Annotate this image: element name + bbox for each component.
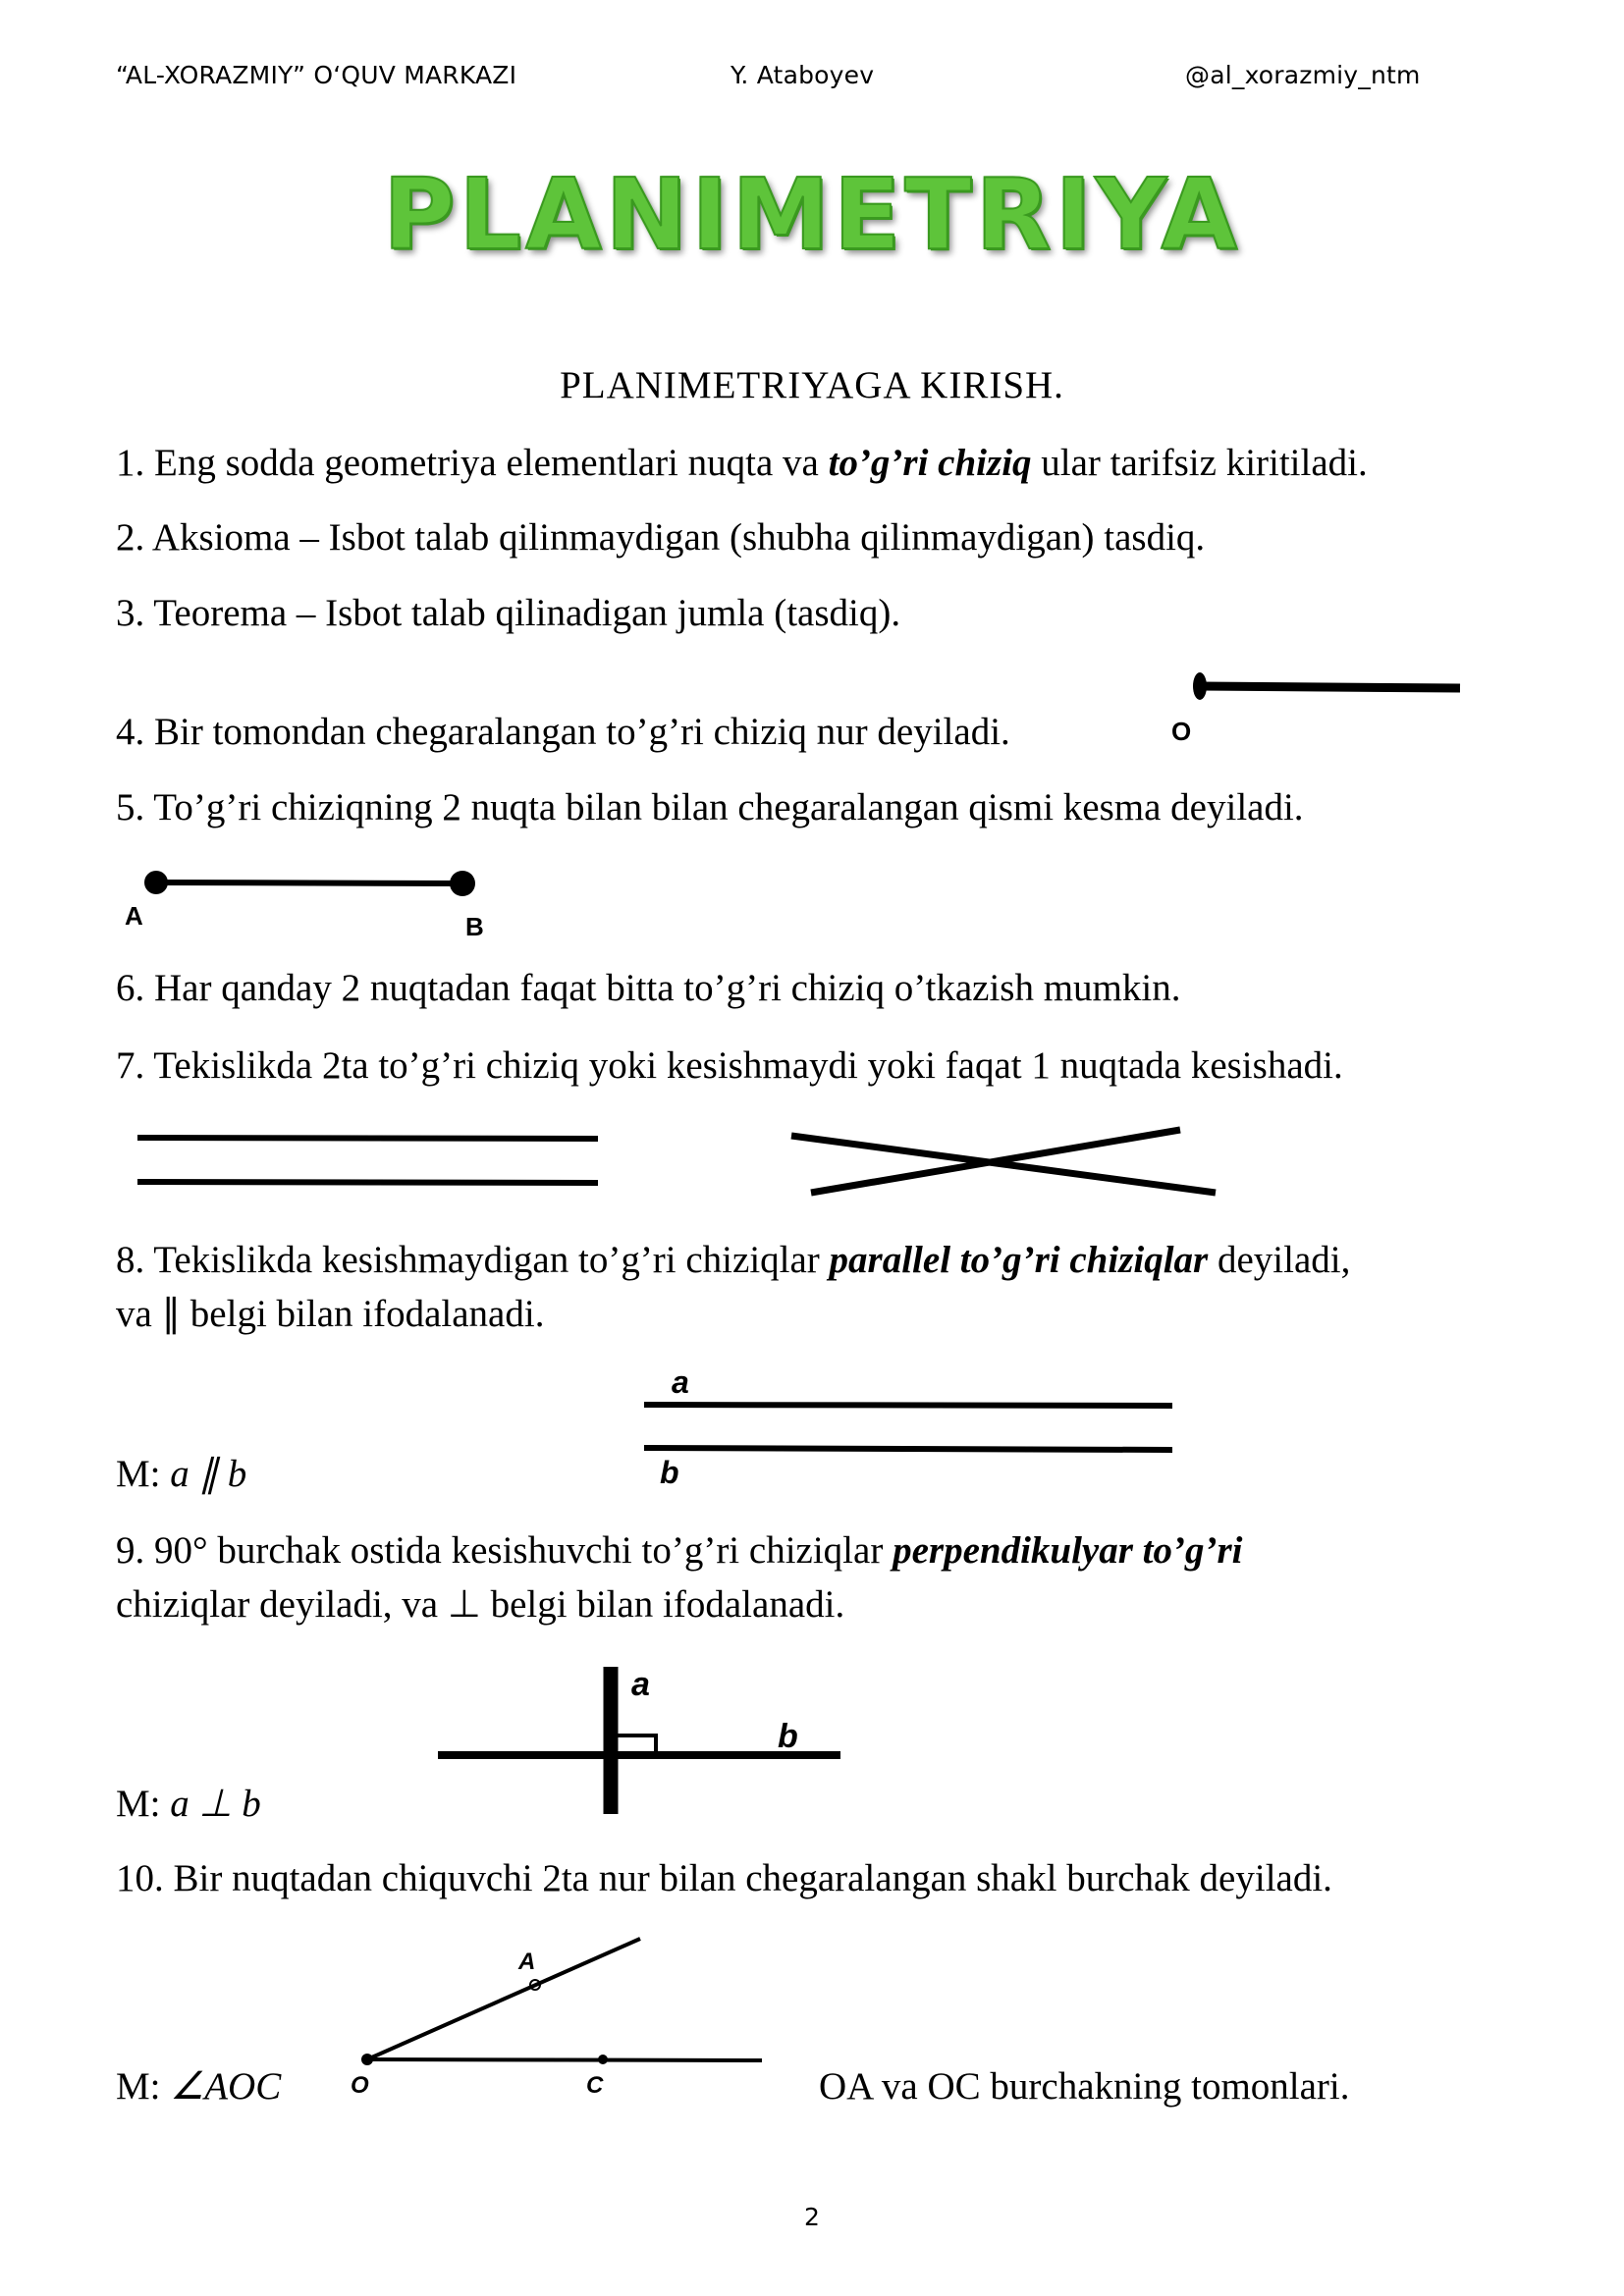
page-number: 2 (804, 2203, 820, 2231)
example-prefix: M: (116, 2065, 171, 2108)
angle-label-c: C (586, 2072, 604, 2099)
page-title: PLANIMETRIYA (383, 157, 1241, 272)
item-9-emphasis: perpendikulyar to’g’ri (893, 1529, 1243, 1572)
item-1-emphasis: to’g’ri chiziq (828, 442, 1032, 484)
segment-point-b (450, 871, 475, 896)
angle-notation: ∠AOC (170, 2065, 282, 2108)
non-intersecting-lines (137, 1138, 598, 1183)
item-8-text-end: deyiladi, (1208, 1239, 1351, 1281)
angle-label-o: O (351, 2072, 369, 2099)
parallel-label-a: a (672, 1364, 689, 1400)
item-8-emphasis: parallel to’g’ri chiziqlar (829, 1239, 1209, 1281)
item-5: 5. To’g’ri chiziqning 2 nuqta bilan bilan chegaralangan qismi kesma deyiladi. (116, 786, 1304, 828)
item-4: 4. Bir tomondan chegaralangan to’g’ri chiziq nur deyiladi. (116, 711, 1010, 753)
parallel-notation: a ∥ b (170, 1453, 247, 1495)
perpendicular-notation: a ⊥ b (170, 1783, 261, 1825)
parallel-figure (644, 1364, 1172, 1490)
angle-figure (351, 1939, 762, 2099)
ray-oa (367, 1939, 640, 2059)
line-b (644, 1448, 1172, 1450)
header-center: Y. Ataboyev (731, 61, 875, 89)
angle-sides-note: OA va OC burchakning tomonlari. (819, 2065, 1350, 2108)
point-c (598, 2055, 608, 2064)
perpendicular-figure (438, 1666, 840, 1814)
example-prefix: M: (116, 1453, 171, 1495)
perpendicular-label-a: a (631, 1666, 650, 1703)
item-9-text: 9. 90° burchak ostida kesishuvchi to’g’ri chiziqlar (116, 1529, 893, 1572)
example-prefix: M: (116, 1783, 171, 1825)
segment-figure (125, 871, 484, 941)
segment-point-a (144, 871, 168, 894)
item-6: 6. Har qanday 2 nuqtadan faqat bitta to’g’ri chiziq o’tkazish mumkin. (116, 967, 1181, 1009)
item-10: 10. Bir nuqtadan chiquvchi 2ta nur bilan chegaralangan shakl burchak deyiladi. (116, 1857, 1332, 1899)
item-8-line2: va ∥ belgi bilan ifodalanadi. (116, 1293, 545, 1335)
ray-oc (367, 2059, 762, 2060)
section-heading: PLANIMETRIYAGA KIRISH. (560, 364, 1064, 406)
line-a (644, 1405, 1172, 1406)
vertex-o (361, 2054, 373, 2065)
item-1-text-end: ular tarifsiz kiritiladi. (1031, 442, 1368, 484)
item-7: 7. Tekislikda 2ta to’g’ri chiziq yoki kesishmaydi yoki faqat 1 nuqtada kesishadi. (116, 1044, 1343, 1087)
item-9-line2: chiziqlar deyiladi, va ⊥ belgi bilan ifodalanadi. (116, 1583, 845, 1626)
item-8-text: 8. Tekislikda kesishmaydigan to’g’ri chiziqlar (116, 1239, 830, 1281)
line-1 (137, 1138, 598, 1139)
segment-label-b: B (465, 912, 484, 941)
segment-label-a: A (125, 901, 143, 931)
line-2 (137, 1182, 598, 1183)
ray-label-o: O (1171, 717, 1192, 746)
ray-endpoint (1193, 672, 1207, 700)
angle-label-a: A (518, 1949, 536, 1975)
item-1-text: 1. Eng sodda geometriya elementlari nuqta va (116, 442, 829, 484)
perpendicular-label-b: b (778, 1718, 798, 1755)
ray-figure (1171, 672, 1460, 746)
parallel-label-b: b (660, 1455, 679, 1490)
header-left: “AL-XORAZMIY” O‘QUV MARKAZI (116, 61, 517, 89)
segment-line (156, 882, 462, 883)
item-2: 2. Aksioma – Isbot talab qilinmaydigan (shubha qilinmaydigan) tasdiq. (116, 516, 1206, 559)
intersecting-lines (791, 1130, 1216, 1193)
header-right: @al_xorazmiy_ntm (1185, 61, 1421, 89)
item-3: 3. Teorema – Isbot talab qilinadigan jumla (tasdiq). (116, 592, 901, 634)
ray-line (1200, 686, 1460, 688)
